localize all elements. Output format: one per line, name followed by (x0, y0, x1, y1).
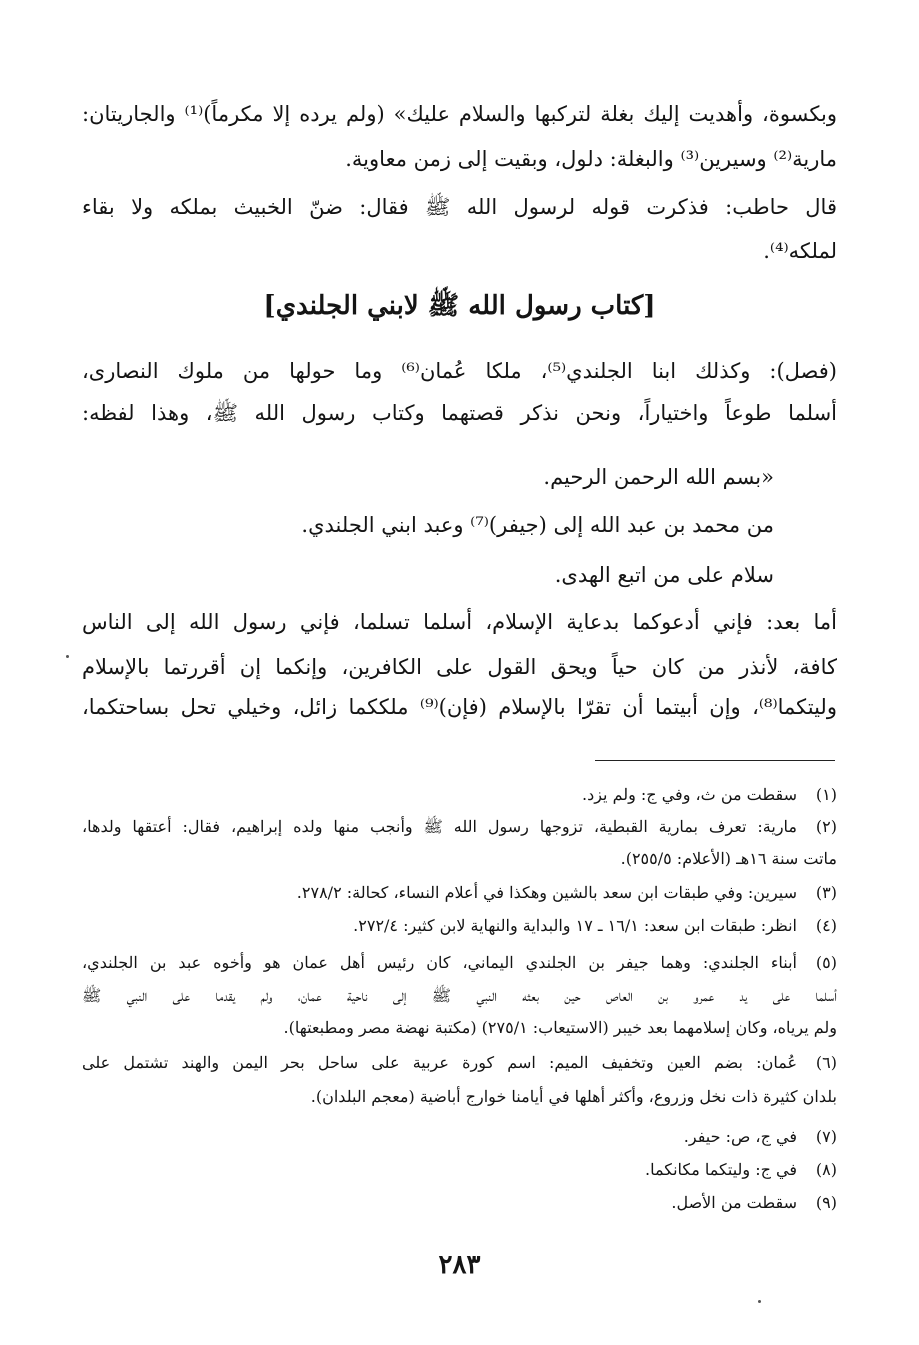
footnote-number: (١) (815, 785, 837, 804)
footnote-number: (٢) (815, 817, 837, 836)
letter-body-line: أما بعد: فإني أدعوكما بدعاية الإسلام، أسلما تسلما، فإني رسول الله إلى الناس (82, 610, 837, 634)
letter-body-line: وليتكما⁽⁸⁾، وإن أبيتما أن تقرّا بالإسلام (فإن)⁽⁹⁾ ملككما زائل، وخيلي تحل بساحتكما، (82, 695, 837, 719)
footnote (82, 1190, 837, 1216)
letter-line: من محمد بن عبد الله إلى (جيفر)⁽⁷⁾ وعبد ابني الجلندي. (301, 513, 774, 537)
footnote (82, 814, 837, 840)
footnote-continuation: ماتت سنة ١٦هـ (الأعلام: ٢٥٥/٥). (620, 849, 837, 868)
section-line: (فصل): وكذلك ابنا الجلندي⁽⁵⁾، ملكا عُمان⁽⁶⁾ وما حولها من ملوك النصارى، (82, 359, 837, 383)
footnote-text: سقطت من الأصل. (671, 1193, 797, 1212)
footnote-text: أبناء الجلندي: وهما جيفر بن الجلندي اليماني، كان رئيس أهل عمان هو وأخوه عبد بن الجلندي، (82, 953, 798, 972)
footnote-text: انظر: طبقات ابن سعد: ١٦/١ ـ ١٧ والبداية والنهاية لابن كثير: ٢٧٢/٤. (353, 916, 797, 935)
letter-line: سلام على من اتبع الهدى. (554, 563, 774, 587)
scan-speck (758, 1300, 761, 1303)
section-heading: [كتاب رسول الله ﷺ لابني الجلندي] (263, 291, 656, 321)
footnote-text: عُمان: بضم العين وتخفيف الميم: اسم كورة عربية على ساحل بحر اليمن والهند تشتمل على (82, 1053, 797, 1072)
footnote-text: في ج، ص: حيفر. (683, 1127, 797, 1146)
footnote-number: (٤) (815, 916, 837, 935)
footnote (82, 880, 837, 906)
footnote (82, 782, 837, 808)
scan-speck (66, 655, 69, 658)
footnote-number: (٧) (815, 1127, 837, 1146)
footnote-number: (٨) (815, 1160, 837, 1179)
footnote (82, 913, 837, 939)
body-line: لملكه⁽⁴⁾. (763, 239, 837, 263)
page-number: ٢٨٣ (438, 1250, 481, 1280)
footnote (82, 950, 837, 976)
body-line: وبكسوة، وأهديت إليك بغلة لتركبها والسلام عليك» (ولم يرده إلا مكرماً)⁽¹⁾ والجاريتان: (82, 102, 837, 126)
footnote-continuation: بلدان كثيرة ذات نخل وزروع، وأكثر أهلها في أيامنا خوارج أباضية (معجم البلدان). (310, 1087, 837, 1106)
footnote-number: (٩) (815, 1193, 837, 1212)
footnote-text: مارية: تعرف بمارية القبطية، تزوجها رسول الله ﷺ وأنجب منها ولده إبراهيم، فقال: أعتقها ولدها، (82, 817, 797, 836)
footnote-text: سقطت من ث، وفي ج: ولم يزد. (582, 785, 797, 804)
footnote (82, 1050, 837, 1076)
footnote-continuation: أسلما على يد عمرو بن العاص حين بعثه النبي ﷺ إلى ناحية عمان، ولم يقدما على النبي ﷺ (82, 986, 837, 1005)
body-line: قال حاطب: فذكرت قوله لرسول الله ﷺ فقال: ضنّ الخبيث بملكه ولا بقاء (82, 195, 837, 219)
letter-line: «بسم الله الرحمن الرحيم. (543, 465, 774, 489)
footnote-number: (٣) (815, 883, 837, 902)
footnote-continuation: ولم يرياه، وكان إسلامهما بعد خيبر (الاستيعاب: ٢٧٥/١) (مكتبة نهضة مصر ومطبعتها). (283, 1018, 837, 1037)
footnote-text: سيرين: وفي طبقات ابن سعد بالشين وهكذا في أعلام النساء، كحالة: ٢٧٨/٢. (296, 883, 797, 902)
footnote-number: (٦) (815, 1053, 837, 1072)
body-line: مارية⁽²⁾ وسيرين⁽³⁾ والبغلة: دلول، وبقيت إلى زمن معاوية. (345, 147, 837, 171)
letter-body-line: كافة، لأنذر من كان حياً ويحق القول على الكافرين، وإنكما إن أقررتما بالإسلام (82, 655, 837, 679)
footnote-text: في ج: وليتكما مكانكما. (645, 1160, 797, 1179)
footnote-separator (595, 760, 835, 761)
footnote-number: (٥) (815, 953, 838, 972)
section-line: أسلما طوعاً واختياراً، ونحن نذكر قصتهما وكتاب رسول الله ﷺ، وهذا لفظه: (82, 401, 837, 425)
footnote (82, 1124, 837, 1150)
footnote (82, 1157, 837, 1183)
